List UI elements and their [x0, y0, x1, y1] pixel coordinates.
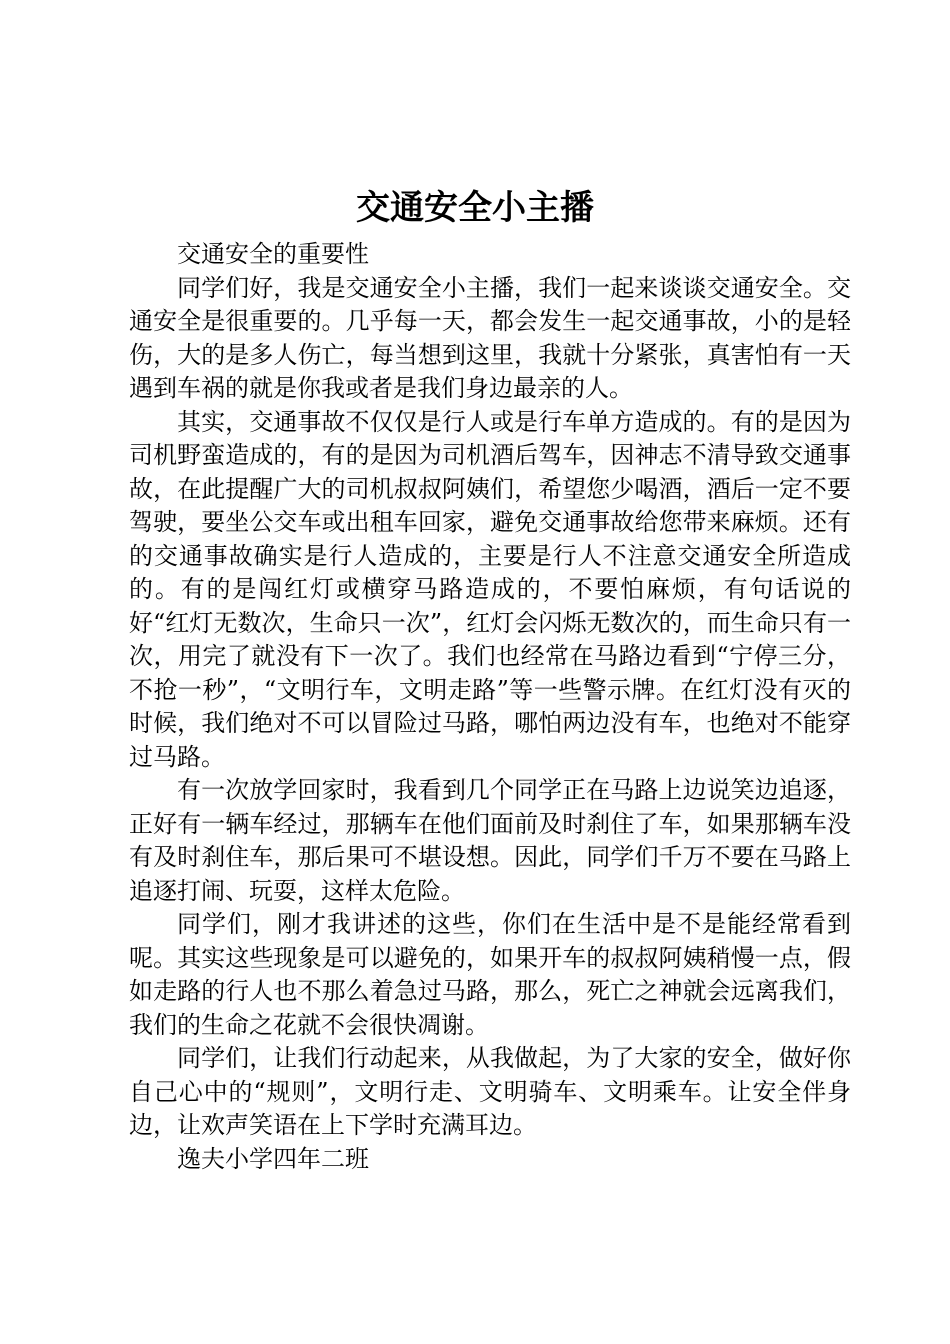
- document-title: 交通安全小主播: [356, 188, 594, 228]
- document-subtitle: 交通安全的重要性: [177, 240, 369, 268]
- paragraph-4: 同学们，刚才我讲述的这些，你们在生活中是不是能经常看到呢。其实这些现象是可以避免的，如果开车的叔叔阿姨稍慢一点，假如走路的行人也不那么着急过马路，那么，死亡之神就会远离我们，我们的生命之花就不会很快凋谢。: [129, 910, 851, 1039]
- paragraph-5: 同学们，让我们行动起来，从我做起，为了大家的安全，做好你自己心中的“规则”，文明行走、文明骑车、文明乘车。让安全伴身边，让欢声笑语在上下学时充满耳边。: [129, 1044, 851, 1139]
- document-body: [129, 238, 851, 1176]
- paragraph-2: 其实，交通事故不仅仅是行人或是行车单方造成的。有的是因为司机野蛮造成的，有的是因为司机酒后驾车，因神志不清导致交通事故，在此提醒广大的司机叔叔阿姨们，希望您少喝酒，酒后一定不要驾驶，要坐公交车或出租车回家，避免交通事故给您带来麻烦。还有的交通事故确实是行人造成的，主要是行人不注意交通安全所造成的。有的是闯红灯或横穿马路造成的，不要怕麻烦，有句话说的好“红灯无数次，生命只一次”，红灯会闪烁无数次的，而生命只有一次，用完了就没有下一次了。我们也经常在马路边看到“宁停三分，不抢一秒”，“文明行车，文明走路”等一些警示牌。在红灯没有灭的时候，我们绝对不可以冒险过马路，哪怕两边没有车，也绝对不能穿过马路。: [129, 407, 851, 771]
- document-signature: 逸夫小学四年二班: [177, 1144, 369, 1173]
- paragraph-1: 同学们好，我是交通安全小主播，我们一起来谈谈交通安全。交通安全是很重要的。几乎每一天，都会发生一起交通事故，小的是轻伤，大的是多人伤亡，每当想到这里，我就十分紧张，真害怕有一天遇到车祸的就是你我或者是我们身边最亲的人。: [129, 273, 851, 402]
- paragraph-3: 有一次放学回家时，我看到几个同学正在马路上边说笑边追逐，正好有一辆车经过，那辆车在他们面前及时刹住了车，如果那辆车没有及时刹住车，那后果可不堪设想。因此，同学们千万不要在马路上追逐打闹、玩耍，这样太危险。: [129, 776, 851, 905]
